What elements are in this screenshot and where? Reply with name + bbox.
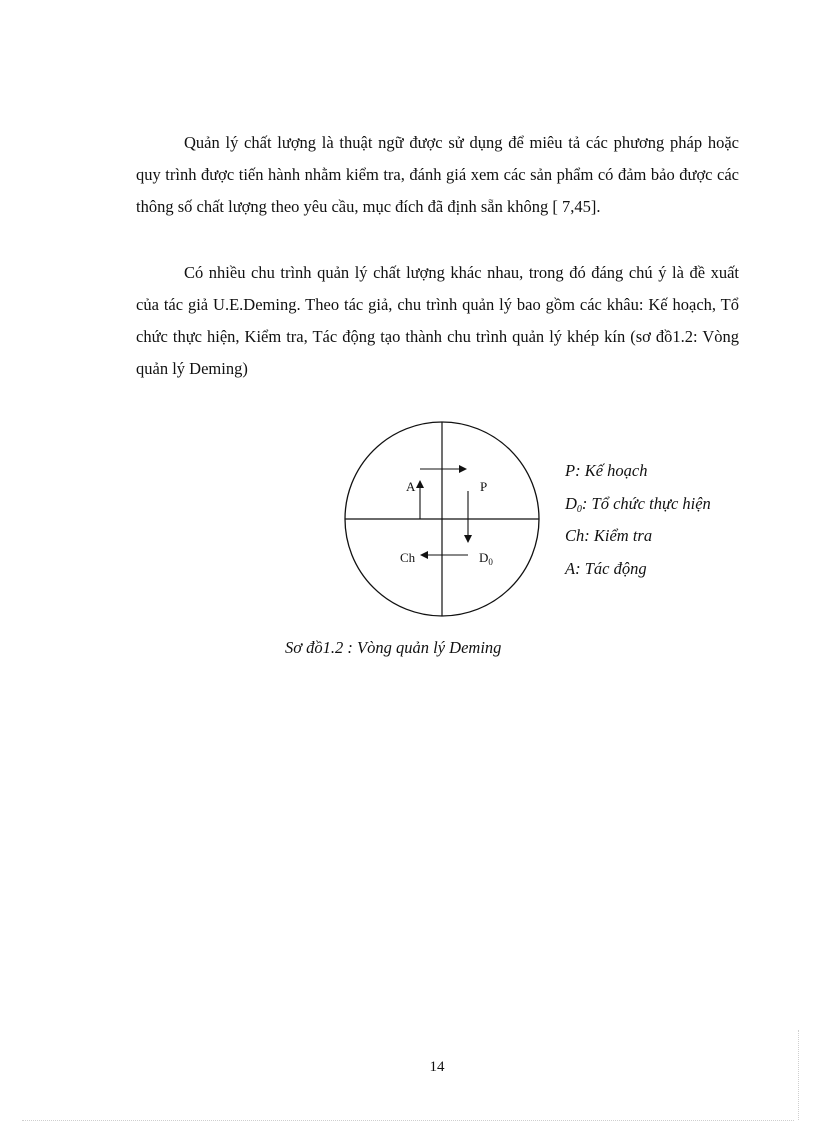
label-ch: Ch bbox=[400, 550, 416, 565]
legend-term: Ch bbox=[565, 526, 585, 545]
legend-item-checking bbox=[565, 520, 765, 553]
label-p: P bbox=[480, 479, 488, 494]
legend-text: : Tổ chức thực hiện bbox=[581, 493, 711, 513]
diagram-legend bbox=[565, 455, 765, 585]
label-d0 bbox=[479, 550, 493, 567]
legend-term: P bbox=[565, 461, 576, 480]
page-bottom-border bbox=[22, 1120, 794, 1121]
label-a: A bbox=[406, 479, 416, 494]
label-d0-subscript: 0 bbox=[488, 557, 493, 567]
page-number: 14 bbox=[429, 1059, 445, 1075]
legend-text: : Kiểm tra bbox=[584, 526, 653, 545]
deming-cycle-diagram bbox=[338, 418, 548, 623]
label-d0-base: D bbox=[479, 550, 489, 565]
legend-term: D bbox=[565, 493, 577, 513]
page-right-border bbox=[798, 1030, 799, 1120]
legend-text: : Tác động bbox=[575, 558, 647, 578]
diagram-caption: Sơ đồ1.2 : Vòng quản lý Deming bbox=[285, 638, 502, 657]
legend-item-action bbox=[565, 553, 765, 586]
legend-text: : Kế hoạch bbox=[575, 461, 648, 480]
paragraph-quality-management: Quản lý chất lượng là thuật ngữ được sử dụng để miêu tả các phương pháp hoặc quy trình được tiến hành nhằm kiểm tra, đánh giá xem các sản phẩm có đảm bảo được các thông số chất lượng theo yêu cầu, mục đích đã định sẵn không [ 7,45]. bbox=[136, 133, 739, 216]
deming-circle-figure bbox=[338, 418, 548, 623]
legend-term: A bbox=[565, 558, 576, 578]
paragraph-deming-cycle: Có nhiều chu trình quản lý chất lượng khác nhau, trong đó đáng chú ý là đề xuất của tác giả U.E.Deming. Theo tác giả, chu trình quản lý bao gồm các khâu: Kế hoạch, Tổ chức thực hiện, Kiểm tra, Tác động tạo thành chu trình quản lý khép kín (sơ đồ1.2: Vòng quản lý Deming) bbox=[136, 263, 739, 378]
legend-item-planning bbox=[565, 455, 765, 488]
legend-item-implementation bbox=[565, 488, 765, 521]
legend-term-subscript: 0 bbox=[576, 503, 582, 515]
